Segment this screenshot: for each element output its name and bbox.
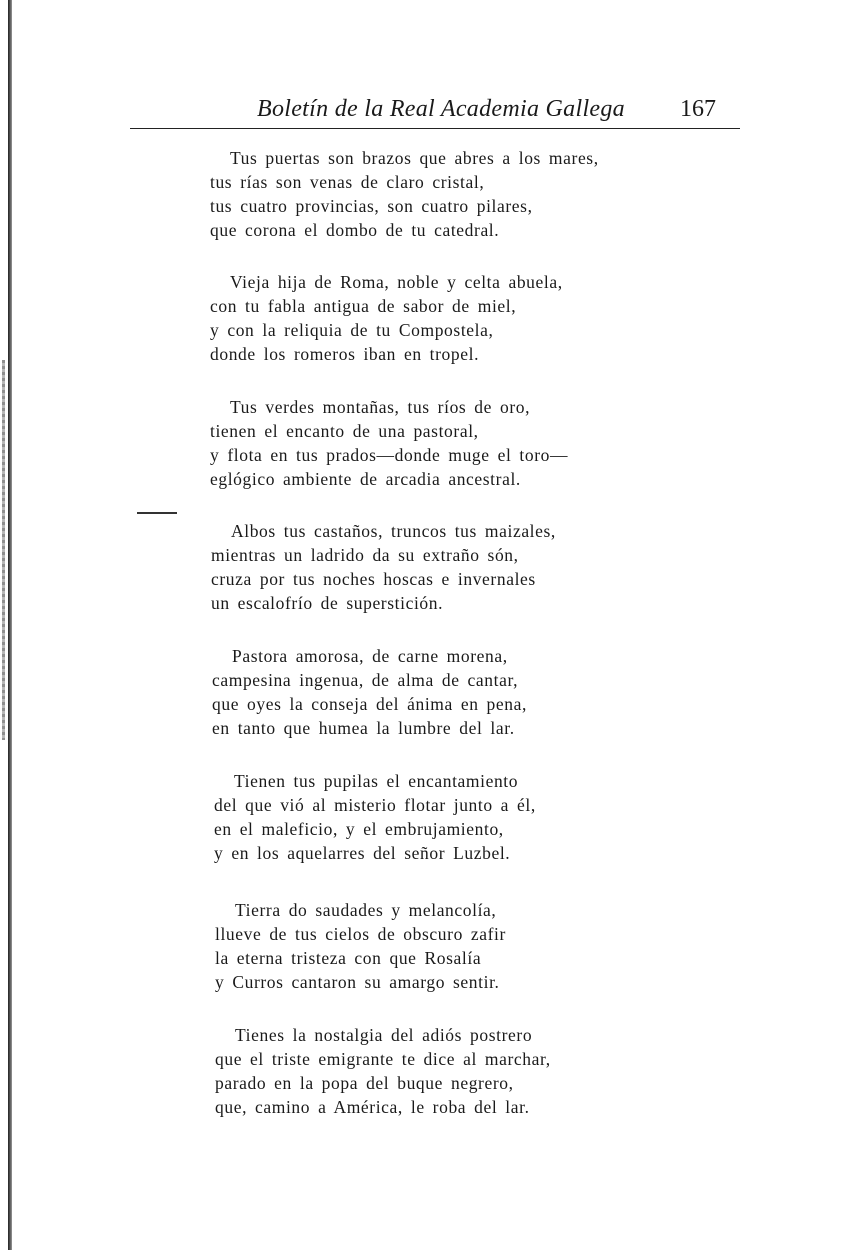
page-number: 167: [680, 96, 716, 122]
poem-line: donde los romeros iban en tropel.: [210, 344, 480, 364]
poem-line: que oyes la conseja del ánima en pena,: [212, 694, 527, 714]
poem-line: y con la reliquia de tu Compostela,: [210, 320, 494, 340]
poem-line: Albos tus castaños, truncos tus maizales,: [231, 521, 556, 541]
poem-line: llueve de tus cielos de obscuro zafir: [215, 924, 506, 944]
poem-line: Tierra do saudades y melancolía,: [235, 900, 497, 920]
poem-line: Tienen tus pupilas el encantamiento: [234, 771, 519, 791]
journal-title: Boletín de la Real Academia Gallega: [257, 96, 625, 122]
binding-edge-shadow: [2, 360, 5, 740]
poem-line: tus cuatro provincias, son cuatro pilares,: [210, 196, 533, 216]
poem-line: cruza por tus noches hoscas e invernales: [211, 569, 536, 589]
poem-line: que corona el dombo de tu catedral.: [210, 220, 500, 240]
margin-mark: [137, 512, 177, 514]
poem-line: del que vió al misterio flotar junto a él,: [214, 795, 536, 815]
binding-edge: [8, 0, 12, 1250]
running-header: [130, 96, 740, 129]
poem-line: mientras un ladrido da su extraño són,: [211, 545, 519, 565]
poem-line: y flota en tus prados—donde muge el toro—: [210, 445, 569, 465]
poem-line: y Curros cantaron su amargo sentir.: [215, 972, 500, 992]
poem-line: la eterna tristeza con que Rosalía: [215, 948, 482, 968]
poem-line: campesina ingenua, de alma de cantar,: [212, 670, 519, 690]
poem-line: un escalofrío de superstición.: [211, 593, 444, 613]
poem-line: y en los aquelarres del señor Luzbel.: [214, 843, 511, 863]
poem-line: que, camino a América, le roba del lar.: [215, 1097, 530, 1117]
poem-line: parado en la popa del buque negrero,: [215, 1073, 514, 1093]
poem-line: eglógico ambiente de arcadia ancestral.: [210, 469, 521, 489]
poem-line: que el triste emigrante te dice al marchar,: [215, 1049, 551, 1069]
poem-line: tus rías son venas de claro cristal,: [210, 172, 485, 192]
poem-line: en el maleficio, y el embrujamiento,: [214, 819, 504, 839]
poem-line: con tu fabla antigua de sabor de miel,: [210, 296, 517, 316]
poem-line: Tienes la nostalgia del adiós postrero: [235, 1025, 533, 1045]
poem-line: Pastora amorosa, de carne morena,: [232, 646, 508, 666]
poem-line: Tus verdes montañas, tus ríos de oro,: [230, 397, 531, 417]
poem-line: tienen el encanto de una pastoral,: [210, 421, 479, 441]
poem-line: Vieja hija de Roma, noble y celta abuela,: [230, 272, 563, 292]
poem-line: en tanto que humea la lumbre del lar.: [212, 718, 515, 738]
poem-line: Tus puertas son brazos que abres a los mares,: [230, 148, 599, 168]
